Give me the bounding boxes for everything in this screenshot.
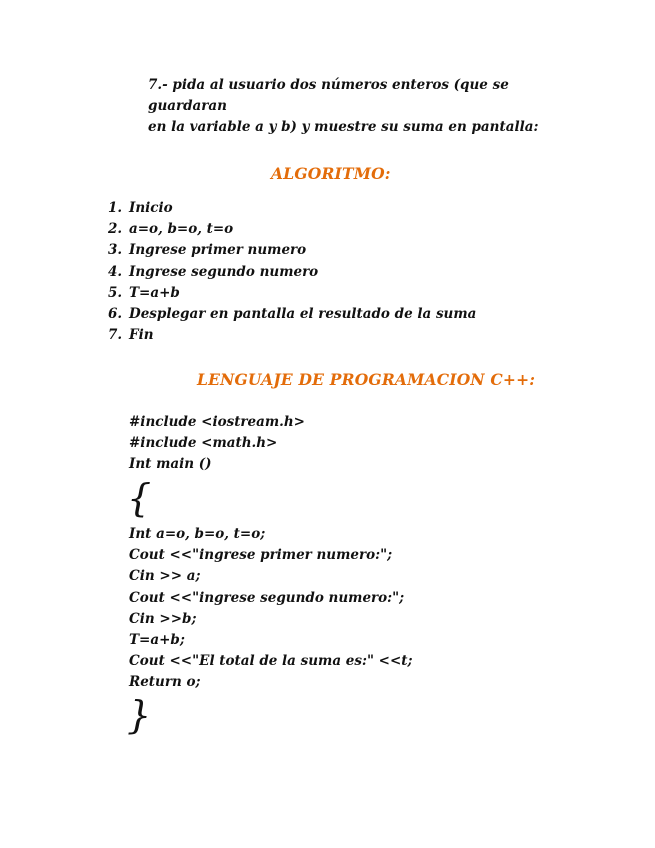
problem-statement-line-1: 7.- pida al usuario dos números enteros (que se guardaran: [148, 77, 509, 114]
step-number: 1.: [108, 200, 123, 216]
algorithm-heading: ALGORITMO:: [271, 164, 391, 183]
step-text: T=a+b: [129, 284, 180, 301]
code-line: Cout <<"ingrese primer numero:";: [129, 547, 393, 564]
step-text: Ingrese segundo numero: [129, 263, 319, 280]
step-number: 5.: [108, 284, 123, 301]
code-line: Cin >>b;: [129, 610, 197, 627]
list-item: [108, 219, 476, 240]
list-item: [108, 240, 476, 261]
step-text: Desplegar en pantalla el resultado de la suma: [129, 305, 477, 322]
list-item: [108, 262, 476, 283]
step-number: 2.: [108, 221, 123, 238]
problem-statement-line-2: en la variable a y b) y muestre su suma en pantalla:: [148, 119, 539, 135]
open-brace: {: [127, 476, 152, 520]
list-item: [108, 283, 476, 304]
language-heading: LENGUAJE DE PROGRAMACION C++:: [197, 370, 536, 389]
list-item: [108, 198, 476, 219]
code-line: Int main (): [129, 456, 212, 473]
step-text: Inicio: [129, 200, 173, 216]
code-header: [129, 412, 305, 476]
code-line: Return o;: [129, 674, 201, 691]
step-number: 7.: [108, 327, 123, 344]
step-text: Ingrese primer numero: [129, 242, 307, 259]
code-line: T=a+b;: [129, 631, 185, 648]
code-line: #include <math.h>: [129, 435, 278, 452]
list-item: [108, 325, 476, 346]
code-line: Int a=o, b=o, t=o;: [129, 526, 266, 542]
code-line: Cout <<"El total de la suma es:" <<t;: [129, 653, 413, 670]
step-number: 3.: [108, 242, 123, 259]
code-line: Cin >> a;: [129, 568, 201, 585]
code-body: [129, 524, 413, 694]
close-brace: }: [127, 693, 152, 737]
code-line: Cout <<"ingrese segundo numero:";: [129, 589, 405, 606]
step-text: Fin: [129, 327, 154, 344]
list-item: [108, 304, 476, 325]
step-text: a=o, b=o, t=o: [129, 221, 234, 238]
step-number: 4.: [108, 263, 123, 280]
problem-statement: [148, 75, 578, 138]
code-line: #include <iostream.h>: [129, 414, 305, 430]
algorithm-steps-list: [108, 198, 476, 346]
step-number: 6.: [108, 305, 123, 322]
